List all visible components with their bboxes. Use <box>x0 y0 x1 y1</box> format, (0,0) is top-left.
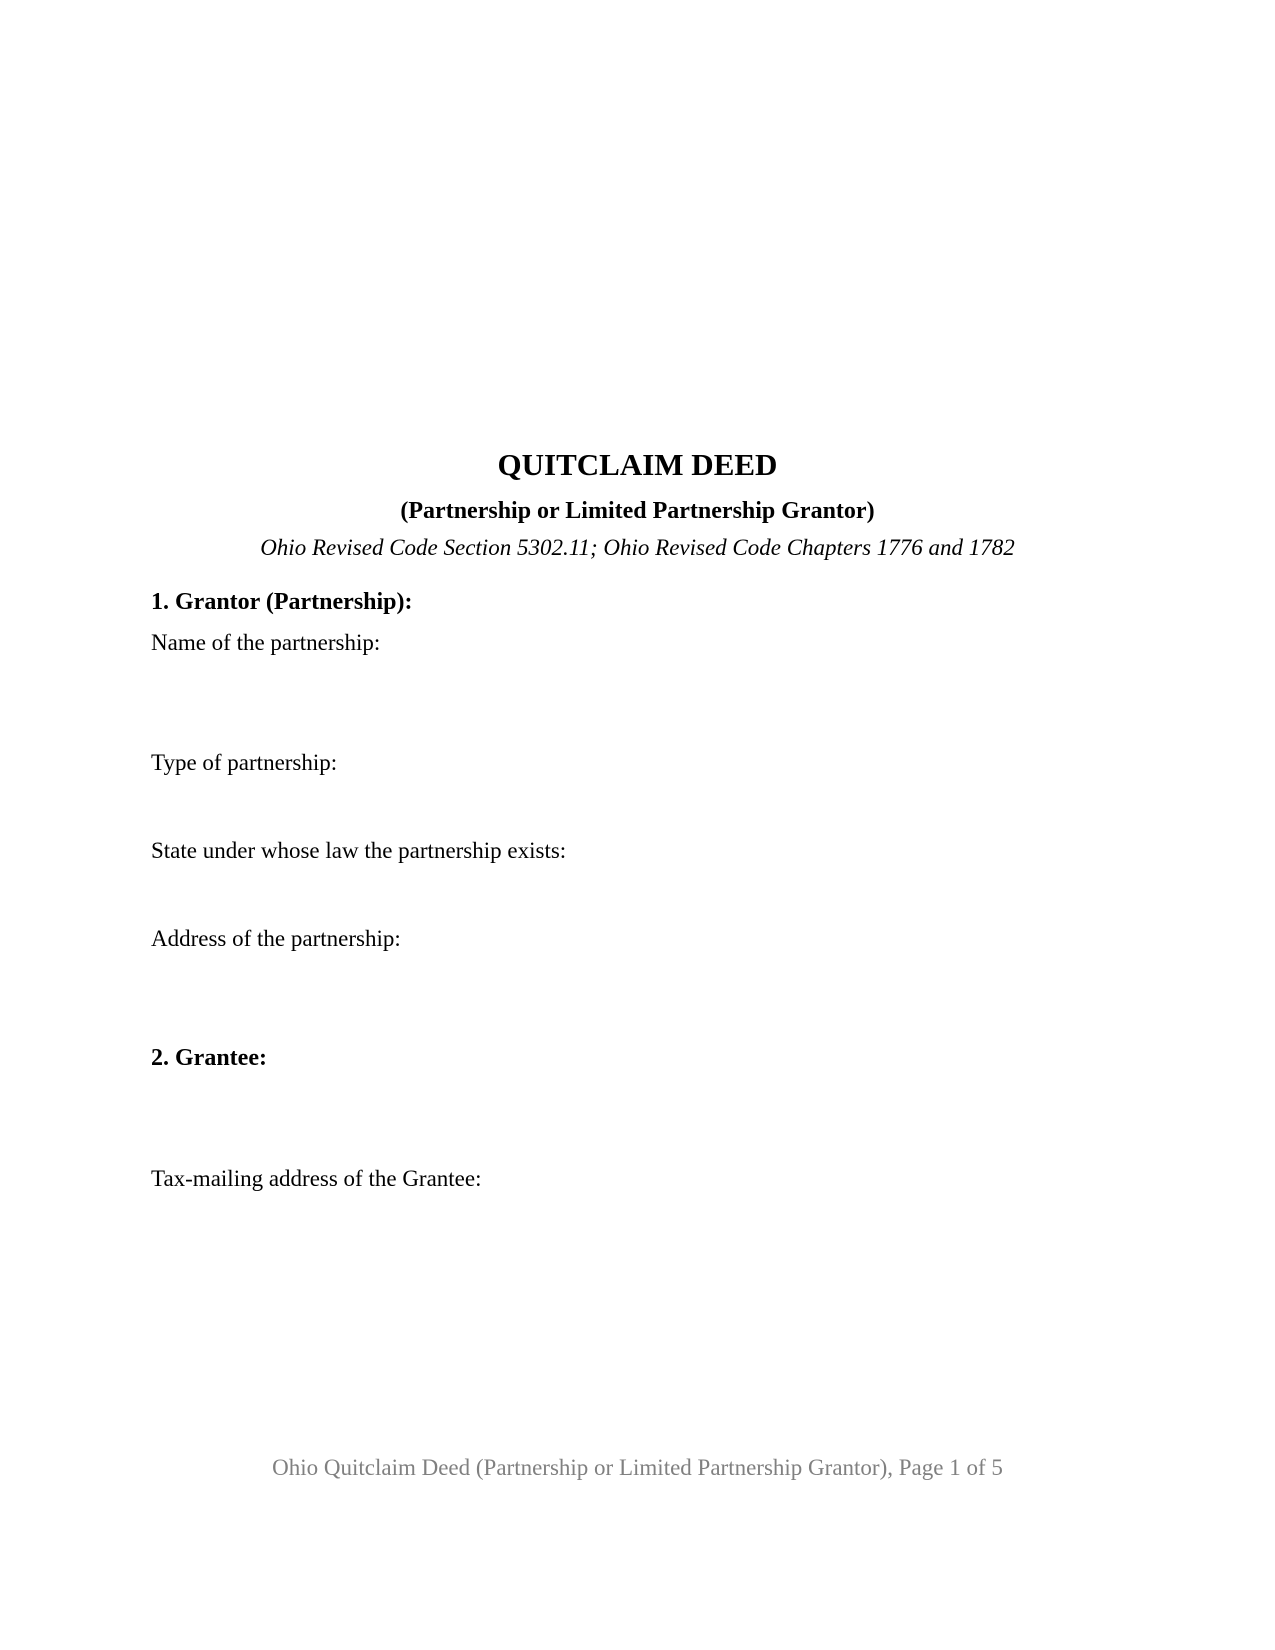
partnership-address-label: Address of the partnership: <box>151 926 401 951</box>
page-footer: Ohio Quitclaim Deed (Partnership or Limited Partnership Grantor), Page 1 of 5 <box>272 1455 1003 1480</box>
grantee-tax-address-label: Tax-mailing address of the Grantee: <box>151 1166 482 1191</box>
statute-citation: Ohio Revised Code Section 5302.11; Ohio Revised Code Chapters 1776 and 1782 <box>260 535 1015 560</box>
document-title: QUITCLAIM DEED <box>497 447 778 482</box>
grantee-section-heading: 2. Grantee: <box>151 1045 267 1071</box>
grantor-section-heading: 1. Grantor (Partnership): <box>151 589 413 615</box>
partnership-name-label: Name of the partnership: <box>151 630 381 655</box>
document-subtitle: (Partnership or Limited Partnership Grantor) <box>400 498 875 524</box>
partnership-type-label: Type of partnership: <box>151 750 338 775</box>
partnership-state-label: State under whose law the partnership exists: <box>151 838 567 863</box>
